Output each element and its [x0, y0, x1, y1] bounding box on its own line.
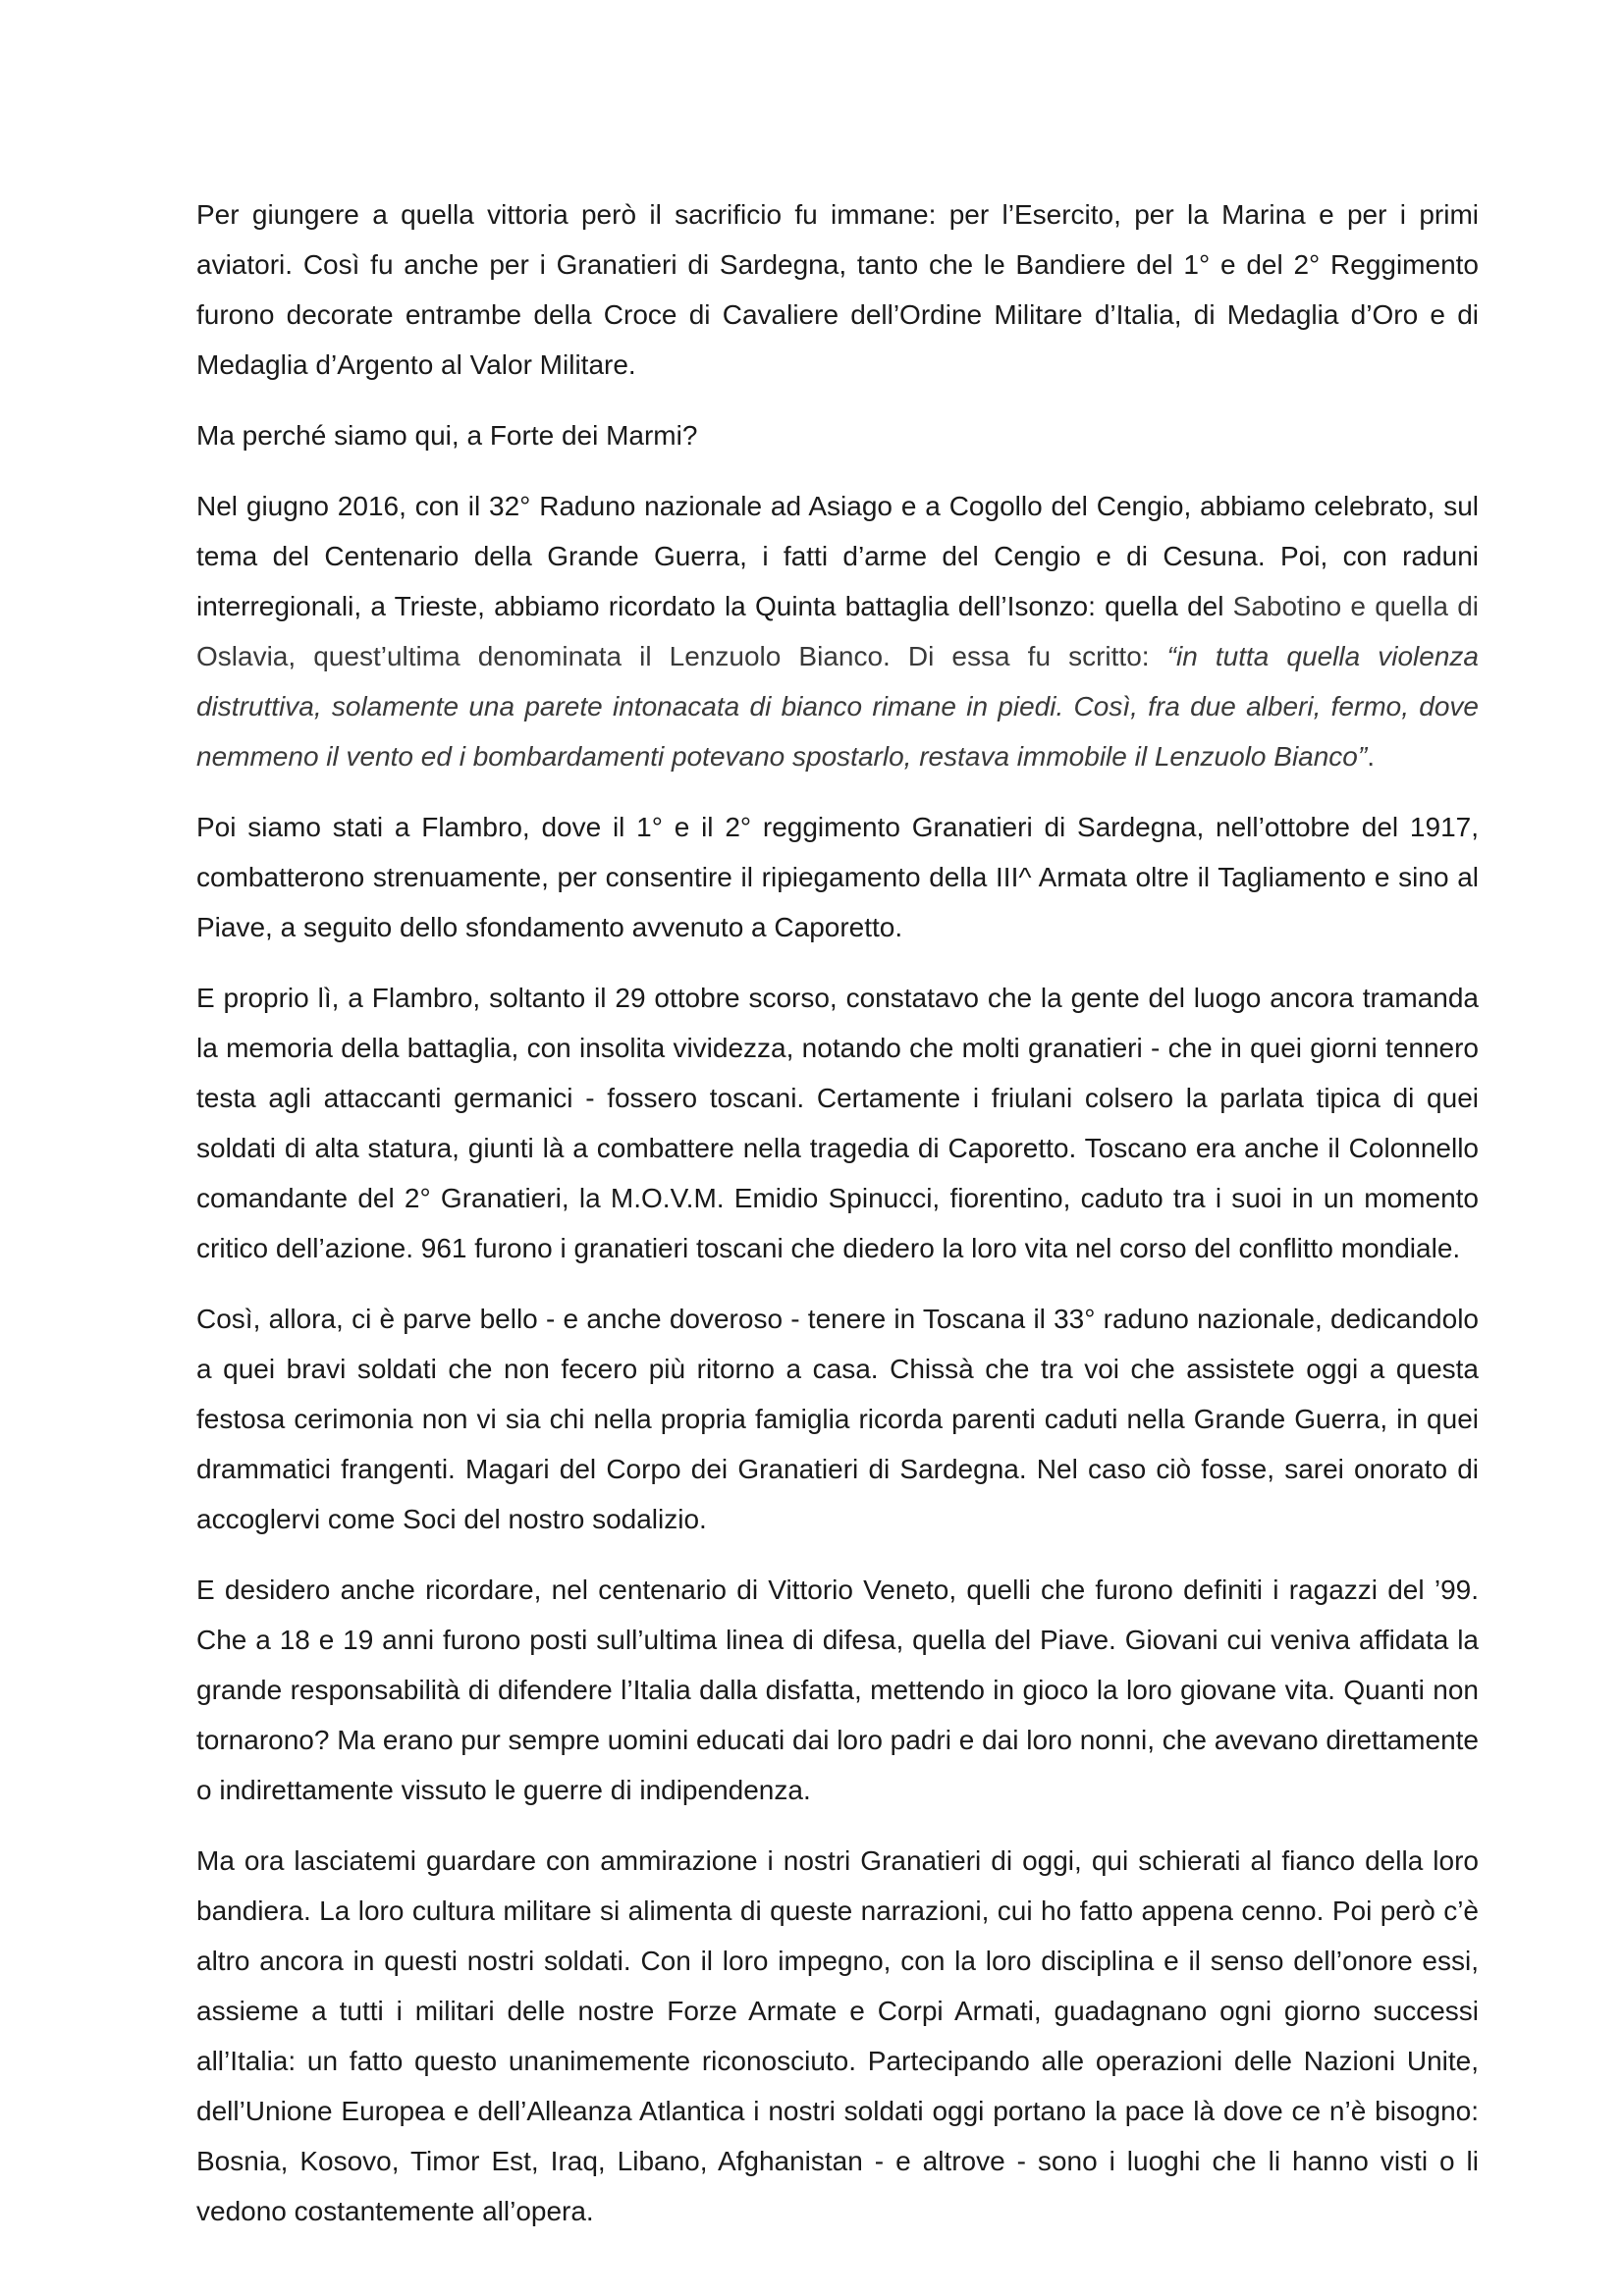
lenzuolo-bianco-quote: “in tutta quella violenza distruttiva, solamente una parete intonacata di bianco rimane in piedi. Così, fra due alberi, fermo, dove nemmeno il vento ed i bombardamenti potevano spostarlo, restava immobile il Lenzuolo Bianco”: [196, 641, 1479, 772]
paragraph-raduno-2016-sabotino: Sabotino e quella di Oslavia, quest’ultima denominata il Lenzuolo Bianco. Di essa fu scritto:: [196, 591, 1479, 671]
paragraph-question: Ma perché siamo qui, a Forte dei Marmi?: [196, 420, 698, 451]
paragraph-flambro-memory: E proprio lì, a Flambro, soltanto il 29 ottobre scorso, constatavo che la gente del luogo ancora tramanda la memoria della battaglia, con insolita vividezza, notando che molti granatieri - che in quei giorni tennero testa agli attaccanti germanici - fossero toscani. Certamente i friulani colsero la parlata tipica di quei soldati di alta statura, giunti là a combattere nella tragedia di Caporetto. Toscano era anche il Colonnello comandante del 2° Granatieri, la M.O.V.M. Emidio Spinucci, fiorentino, caduto tra i suoi in un momento critico dell’azione. 961 furono i granatieri toscani che diedero la loro vita nel corso del conflitto mondiale.: [196, 983, 1479, 1263]
paragraph-sacrifice: Per giungere a quella vittoria però il sacrificio fu immane: per l’Esercito, per la Marina e per i primi aviatori. Così fu anche per i Granatieri di Sardegna, tanto che le Bandiere del 1° e del 2° Reggimento furono decorate entrambe della Croce di Cavaliere dell’Ordine Militare d’Italia, di Medaglia d’Oro e di Medaglia d’Argento al Valor Militare.: [196, 199, 1479, 380]
paragraph-toscana: Così, allora, ci è parve bello - e anche doveroso - tenere in Toscana il 33° raduno nazionale, dedicandolo a quei bravi soldati che non fecero più ritorno a casa. Chissà che tra voi che assistete oggi a questa festosa cerimonia non vi sia chi nella propria famiglia ricorda parenti caduti nella Grande Guerra, in quei drammatici frangenti. Magari del Corpo dei Granatieri di Sardegna. Nel caso ciò fosse, sarei onorato di accoglervi come Soci del nostro sodalizio.: [196, 1304, 1479, 1534]
paragraph-flambro: Poi siamo stati a Flambro, dove il 1° e il 2° reggimento Granatieri di Sardegna, nell’ottobre del 1917, combatterono strenuamente, per consentire il ripiegamento della III^ Armata oltre il Tagliamento e sino al Piave, a seguito dello sfondamento avvenuto a Caporetto.: [196, 812, 1479, 942]
body-text: [196, 189, 1479, 2257]
paragraph-raduno-2016-end: .: [1367, 741, 1375, 772]
paragraph-granatieri-oggi: Ma ora lasciatemi guardare con ammirazione i nostri Granatieri di oggi, qui schierati al fianco della loro bandiera. La loro cultura militare si alimenta di queste narrazioni, cui ho fatto appena cenno. Poi però c’è altro ancora in questi nostri soldati. Con il loro impegno, con la loro disciplina e il senso dell’onore essi, assieme a tutti i militari delle nostre Forze Armate e Corpi Armati, guadagnano ogni giorno successi all’Italia: un fatto questo unanimemente riconosciuto. Partecipando alle operazioni delle Nazioni Unite, dell’Unione Europea e dell’Alleanza Atlantica i nostri soldati oggi portano la pace là dove ce n’è bisogno: Bosnia, Kosovo, Timor Est, Iraq, Libano, Afghanistan - e altrove - sono i luoghi che li hanno visti o li vedono costantemente all’opera.: [196, 1845, 1479, 2226]
paragraph-raduno-2016: [196, 481, 1479, 781]
paragraph-raduno-2016-text: Nel giugno 2016, con il 32° Raduno nazionale ad Asiago e a Cogollo del Cengio, abbiamo celebrato, sul tema del Centenario della Grande Guerra, i fatti d’arme del Cengio e di Cesuna. Poi, con raduni interregionali, a Trieste, abbiamo ricordato la Quinta battaglia dell’Isonzo: quella del: [196, 491, 1479, 621]
paragraph-ragazzi-99: E desidero anche ricordare, nel centenario di Vittorio Veneto, quelli che furono definiti i ragazzi del ’99. Che a 18 e 19 anni furono posti sull’ultima linea di difesa, quella del Piave. Giovani cui veniva affidata la grande responsabilità di difendere l’Italia dalla disfatta, mettendo in gioco la loro giovane vita. Quanti non tornarono? Ma erano pur sempre uomini educati dai loro padri e dai loro nonni, che avevano direttamente o indirettamente vissuto le guerre di indipendenza.: [196, 1575, 1479, 1805]
